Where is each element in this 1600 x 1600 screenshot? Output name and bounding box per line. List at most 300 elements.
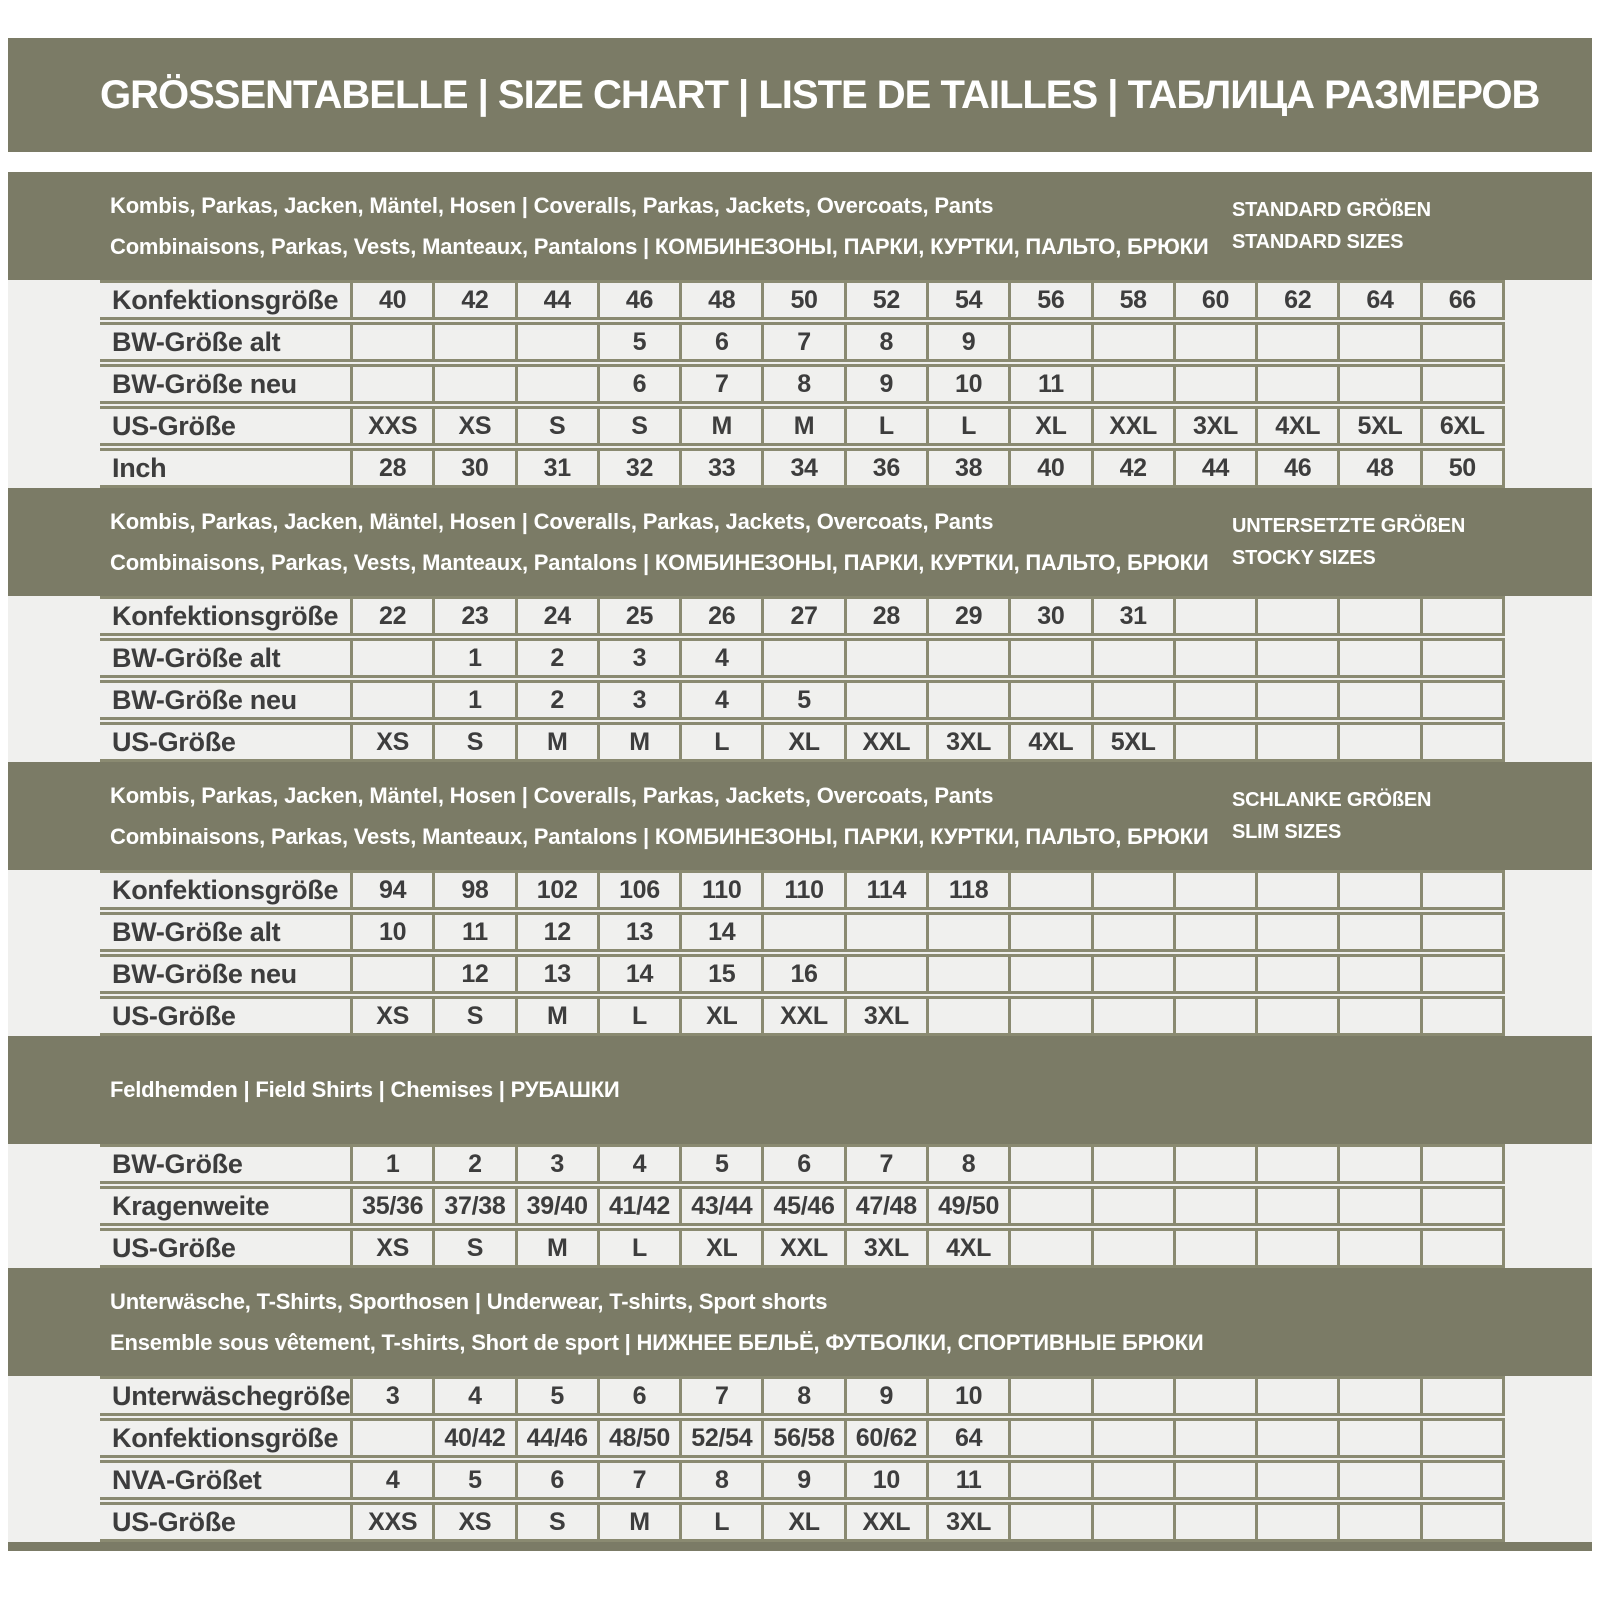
- size-value-cell: 60: [1173, 280, 1255, 320]
- size-value-cell: 30: [1008, 596, 1090, 636]
- size-value-cell: 24: [515, 596, 597, 636]
- size-value-cell: [761, 912, 843, 952]
- size-value-cell: 3: [350, 1376, 432, 1416]
- size-value-cell: XXL: [844, 722, 926, 762]
- section-stocky-sizes: [8, 488, 1592, 762]
- table-row: [100, 954, 1505, 994]
- size-value-cell: 98: [432, 870, 514, 910]
- section-field-shirts: [8, 1036, 1592, 1268]
- size-value-cell: S: [432, 1228, 514, 1268]
- size-value-cell: 36: [844, 448, 926, 488]
- size-value-cell: [1420, 1186, 1505, 1226]
- size-value-cell: [1255, 322, 1337, 362]
- size-value-cell: 13: [515, 954, 597, 994]
- size-value-cell: 31: [515, 448, 597, 488]
- row-label: US-Größe: [100, 996, 350, 1036]
- size-value-cell: 7: [844, 1144, 926, 1184]
- size-value-cell: 27: [761, 596, 843, 636]
- size-value-cell: [1420, 1144, 1505, 1184]
- size-value-cell: 8: [844, 322, 926, 362]
- table-row: [100, 870, 1505, 910]
- size-value-cell: 48: [1337, 448, 1419, 488]
- size-value-cell: 9: [761, 1460, 843, 1500]
- size-value-cell: M: [761, 406, 843, 446]
- size-value-cell: [1008, 1418, 1090, 1458]
- row-label: Inch: [100, 448, 350, 488]
- size-value-cell: L: [597, 996, 679, 1036]
- size-value-cell: 46: [597, 280, 679, 320]
- size-value-cell: XL: [761, 722, 843, 762]
- size-value-cell: [1091, 322, 1173, 362]
- size-value-cell: [1255, 912, 1337, 952]
- side-line-2: STOCKY SIZES: [1232, 546, 1376, 569]
- size-value-cell: 4XL: [1008, 722, 1090, 762]
- row-label: BW-Größe: [100, 1144, 350, 1184]
- size-value-cell: 1: [432, 638, 514, 678]
- size-value-cell: [1008, 1144, 1090, 1184]
- header-line-1: Kombis, Parkas, Jacken, Mäntel, Hosen | Coveralls, Parkas, Jackets, Overcoats, Pants: [110, 192, 994, 218]
- size-value-cell: [844, 638, 926, 678]
- size-value-cell: 4: [679, 680, 761, 720]
- size-value-cell: S: [515, 1502, 597, 1542]
- row-label: BW-Größe alt: [100, 912, 350, 952]
- size-value-cell: [926, 954, 1008, 994]
- size-value-cell: 7: [597, 1460, 679, 1500]
- size-value-cell: [350, 638, 432, 678]
- size-value-cell: S: [515, 406, 597, 446]
- size-value-cell: S: [597, 406, 679, 446]
- row-label: BW-Größe neu: [100, 364, 350, 404]
- size-value-cell: [350, 954, 432, 994]
- size-value-cell: 6: [679, 322, 761, 362]
- section-header-standard: [8, 172, 1592, 280]
- size-value-cell: 48/50: [597, 1418, 679, 1458]
- size-grid: [100, 870, 1505, 1036]
- size-value-cell: 62: [1255, 280, 1337, 320]
- size-value-cell: [1008, 1228, 1090, 1268]
- size-value-cell: [1255, 364, 1337, 404]
- size-value-cell: [1255, 1144, 1337, 1184]
- size-value-cell: 5: [597, 322, 679, 362]
- size-value-cell: 4: [350, 1460, 432, 1500]
- size-value-cell: [926, 912, 1008, 952]
- size-value-cell: 8: [926, 1144, 1008, 1184]
- size-value-cell: [1337, 638, 1419, 678]
- section-slim-sizes: [8, 762, 1592, 1036]
- size-value-cell: XS: [350, 1228, 432, 1268]
- size-value-cell: 5XL: [1091, 722, 1173, 762]
- size-value-cell: [1091, 996, 1173, 1036]
- size-value-cell: 1: [432, 680, 514, 720]
- size-value-cell: [1255, 1376, 1337, 1416]
- size-value-cell: [432, 364, 514, 404]
- size-value-cell: [1337, 1502, 1419, 1542]
- section-header-field-shirts: [8, 1036, 1592, 1144]
- bottom-divider-bar: [8, 1542, 1592, 1551]
- size-value-cell: 10: [926, 364, 1008, 404]
- size-value-cell: 6: [515, 1460, 597, 1500]
- size-value-cell: 11: [1008, 364, 1090, 404]
- size-value-cell: [1337, 1418, 1419, 1458]
- table-row: [100, 596, 1505, 636]
- size-value-cell: 114: [844, 870, 926, 910]
- size-value-cell: 52: [844, 280, 926, 320]
- size-value-cell: [432, 322, 514, 362]
- side-line-1: UNTERSETZTE GRÖßEN: [1232, 514, 1466, 537]
- size-value-cell: [1173, 1376, 1255, 1416]
- size-value-cell: [1091, 1418, 1173, 1458]
- size-grid: [100, 596, 1505, 762]
- size-value-cell: 16: [761, 954, 843, 994]
- size-value-cell: XL: [679, 996, 761, 1036]
- size-value-cell: XXL: [761, 1228, 843, 1268]
- size-value-cell: [1173, 1186, 1255, 1226]
- header-line-2: Ensemble sous vêtement, T-shirts, Short de sport | НИЖНЕЕ БЕЛЬЁ, ФУТБОЛКИ, СПОРТИВНЫЕ БРЮКИ: [110, 1329, 1204, 1355]
- page-title-text: GRÖSSENTABELLE | SIZE CHART | LISTE DE TAILLES | ТАБЛИЦА РАЗМЕРОВ: [100, 72, 1540, 117]
- size-value-cell: 5: [761, 680, 843, 720]
- size-value-cell: 54: [926, 280, 1008, 320]
- size-value-cell: 3XL: [926, 722, 1008, 762]
- size-value-cell: [1420, 912, 1505, 952]
- size-grid: [100, 280, 1505, 488]
- size-value-cell: [1091, 912, 1173, 952]
- size-value-cell: [1008, 912, 1090, 952]
- size-value-cell: 106: [597, 870, 679, 910]
- size-value-cell: [844, 954, 926, 994]
- size-value-cell: 41/42: [597, 1186, 679, 1226]
- size-value-cell: 31: [1091, 596, 1173, 636]
- size-value-cell: [515, 364, 597, 404]
- size-table-slim: [8, 870, 1592, 1036]
- row-label: Konfektionsgröße: [100, 280, 350, 320]
- size-value-cell: 110: [679, 870, 761, 910]
- table-row: [100, 1502, 1505, 1542]
- size-value-cell: 43/44: [679, 1186, 761, 1226]
- size-value-cell: [1420, 722, 1505, 762]
- size-value-cell: 3XL: [844, 996, 926, 1036]
- size-value-cell: 6XL: [1420, 406, 1505, 446]
- size-value-cell: 48: [679, 280, 761, 320]
- size-value-cell: 11: [926, 1460, 1008, 1500]
- size-value-cell: [1337, 680, 1419, 720]
- size-value-cell: XS: [350, 996, 432, 1036]
- table-row: [100, 638, 1505, 678]
- table-row: [100, 912, 1505, 952]
- row-label: Kragenweite: [100, 1186, 350, 1226]
- size-value-cell: 118: [926, 870, 1008, 910]
- size-value-cell: L: [597, 1228, 679, 1268]
- size-value-cell: 64: [1337, 280, 1419, 320]
- table-row: [100, 1418, 1505, 1458]
- size-value-cell: 4XL: [926, 1228, 1008, 1268]
- size-value-cell: 33: [679, 448, 761, 488]
- size-value-cell: [1173, 1502, 1255, 1542]
- size-value-cell: [1420, 1376, 1505, 1416]
- size-grid: [100, 1376, 1505, 1542]
- row-label: BW-Größe neu: [100, 954, 350, 994]
- size-value-cell: 30: [432, 448, 514, 488]
- row-label: NVA-Größet: [100, 1460, 350, 1500]
- size-value-cell: [1173, 1228, 1255, 1268]
- size-value-cell: 10: [844, 1460, 926, 1500]
- size-value-cell: [1255, 1460, 1337, 1500]
- size-value-cell: 7: [761, 322, 843, 362]
- size-value-cell: [1091, 638, 1173, 678]
- size-value-cell: 22: [350, 596, 432, 636]
- size-table-stocky: [8, 596, 1592, 762]
- size-value-cell: L: [926, 406, 1008, 446]
- size-value-cell: 44/46: [515, 1418, 597, 1458]
- size-value-cell: 6: [597, 1376, 679, 1416]
- size-value-cell: M: [515, 996, 597, 1036]
- size-value-cell: 64: [926, 1418, 1008, 1458]
- size-value-cell: 5XL: [1337, 406, 1419, 446]
- size-value-cell: [1255, 1186, 1337, 1226]
- row-label: Konfektionsgröße: [100, 1418, 350, 1458]
- size-value-cell: [1091, 1186, 1173, 1226]
- size-value-cell: [1173, 1144, 1255, 1184]
- size-value-cell: [1255, 596, 1337, 636]
- size-value-cell: 10: [926, 1376, 1008, 1416]
- size-value-cell: 66: [1420, 280, 1505, 320]
- table-row: [100, 1186, 1505, 1226]
- size-value-cell: 23: [432, 596, 514, 636]
- side-label-stocky: [1232, 488, 1465, 596]
- header-line-1: Feldhemden | Field Shirts | Chemises | РУБАШКИ: [110, 1077, 620, 1102]
- size-value-cell: [1337, 1186, 1419, 1226]
- size-value-cell: [1337, 1144, 1419, 1184]
- size-grid: [100, 1144, 1505, 1268]
- size-value-cell: [1337, 322, 1419, 362]
- row-label: US-Größe: [100, 406, 350, 446]
- size-value-cell: [1173, 954, 1255, 994]
- size-value-cell: 2: [515, 680, 597, 720]
- size-value-cell: M: [597, 722, 679, 762]
- size-value-cell: [1337, 596, 1419, 636]
- size-value-cell: [1008, 954, 1090, 994]
- table-row: [100, 364, 1505, 404]
- size-value-cell: XXL: [1091, 406, 1173, 446]
- size-value-cell: 4XL: [1255, 406, 1337, 446]
- row-label: US-Größe: [100, 722, 350, 762]
- size-value-cell: [1008, 870, 1090, 910]
- size-value-cell: [1008, 1460, 1090, 1500]
- size-value-cell: L: [844, 406, 926, 446]
- size-value-cell: [1255, 996, 1337, 1036]
- size-value-cell: 14: [597, 954, 679, 994]
- size-value-cell: S: [432, 722, 514, 762]
- size-value-cell: [1091, 1502, 1173, 1542]
- size-value-cell: [1091, 870, 1173, 910]
- size-value-cell: [1008, 1376, 1090, 1416]
- row-label: US-Größe: [100, 1228, 350, 1268]
- size-value-cell: 28: [350, 448, 432, 488]
- size-value-cell: [1255, 954, 1337, 994]
- size-value-cell: 3XL: [926, 1502, 1008, 1542]
- size-value-cell: 37/38: [432, 1186, 514, 1226]
- size-value-cell: [1008, 680, 1090, 720]
- size-value-cell: [1420, 1502, 1505, 1542]
- size-value-cell: L: [679, 1502, 761, 1542]
- size-value-cell: 42: [1091, 448, 1173, 488]
- size-value-cell: [1337, 1376, 1419, 1416]
- size-value-cell: 50: [1420, 448, 1505, 488]
- table-row: [100, 406, 1505, 446]
- table-row: [100, 722, 1505, 762]
- table-row: [100, 322, 1505, 362]
- size-value-cell: 6: [761, 1144, 843, 1184]
- size-value-cell: 4: [679, 638, 761, 678]
- size-value-cell: [515, 322, 597, 362]
- size-value-cell: [1091, 364, 1173, 404]
- size-value-cell: 4: [432, 1376, 514, 1416]
- size-value-cell: 32: [597, 448, 679, 488]
- size-value-cell: 34: [761, 448, 843, 488]
- size-value-cell: 2: [515, 638, 597, 678]
- size-value-cell: XXS: [350, 1502, 432, 1542]
- size-value-cell: 94: [350, 870, 432, 910]
- size-value-cell: XS: [350, 722, 432, 762]
- side-label-standard: [1232, 172, 1431, 280]
- size-value-cell: 3: [597, 680, 679, 720]
- size-value-cell: 39/40: [515, 1186, 597, 1226]
- size-value-cell: [926, 638, 1008, 678]
- size-value-cell: [1337, 912, 1419, 952]
- size-value-cell: [1255, 1228, 1337, 1268]
- size-value-cell: [844, 680, 926, 720]
- size-value-cell: 8: [761, 1376, 843, 1416]
- size-value-cell: 56: [1008, 280, 1090, 320]
- section-header-slim: [8, 762, 1592, 870]
- size-value-cell: 44: [1173, 448, 1255, 488]
- size-value-cell: [1420, 638, 1505, 678]
- size-value-cell: [1255, 870, 1337, 910]
- header-line-1: Unterwäsche, T-Shirts, Sporthosen | Underwear, T-shirts, Sport shorts: [110, 1288, 828, 1314]
- size-value-cell: [1255, 638, 1337, 678]
- size-value-cell: 110: [761, 870, 843, 910]
- size-value-cell: 1: [350, 1144, 432, 1184]
- size-value-cell: 12: [515, 912, 597, 952]
- size-value-cell: XS: [432, 406, 514, 446]
- size-value-cell: XL: [1008, 406, 1090, 446]
- size-value-cell: M: [597, 1502, 679, 1542]
- header-line-2: Combinaisons, Parkas, Vests, Manteaux, Pantalons | КОМБИНЕЗОНЫ, ПАРКИ, КУРТКИ, ПАЛЬТО, БРЮКИ: [110, 233, 1209, 259]
- size-value-cell: [1173, 1418, 1255, 1458]
- size-value-cell: XS: [432, 1502, 514, 1542]
- row-label: Konfektionsgröße: [100, 596, 350, 636]
- size-value-cell: [1008, 1502, 1090, 1542]
- size-value-cell: [926, 680, 1008, 720]
- size-value-cell: [1091, 680, 1173, 720]
- size-value-cell: 58: [1091, 280, 1173, 320]
- size-value-cell: [1091, 1460, 1173, 1500]
- size-value-cell: [1173, 596, 1255, 636]
- size-value-cell: 5: [515, 1376, 597, 1416]
- size-value-cell: 3: [597, 638, 679, 678]
- size-value-cell: [1255, 680, 1337, 720]
- size-value-cell: 46: [1255, 448, 1337, 488]
- size-value-cell: [1420, 954, 1505, 994]
- size-value-cell: [1420, 680, 1505, 720]
- size-value-cell: [1173, 680, 1255, 720]
- size-value-cell: 9: [844, 1376, 926, 1416]
- size-value-cell: [1173, 996, 1255, 1036]
- size-value-cell: [350, 1418, 432, 1458]
- header-line-1: Kombis, Parkas, Jacken, Mäntel, Hosen | Coveralls, Parkas, Jackets, Overcoats, Pants: [110, 782, 994, 808]
- table-row: [100, 680, 1505, 720]
- size-value-cell: 50: [761, 280, 843, 320]
- size-value-cell: 44: [515, 280, 597, 320]
- size-value-cell: 40: [350, 280, 432, 320]
- size-value-cell: 12: [432, 954, 514, 994]
- size-value-cell: 3XL: [1173, 406, 1255, 446]
- size-value-cell: [1173, 722, 1255, 762]
- size-value-cell: XXS: [350, 406, 432, 446]
- size-value-cell: 8: [761, 364, 843, 404]
- size-value-cell: [1337, 722, 1419, 762]
- table-row: [100, 448, 1505, 488]
- size-table-field-shirts: [8, 1144, 1592, 1268]
- size-value-cell: 11: [432, 912, 514, 952]
- side-line-2: STANDARD SIZES: [1232, 230, 1404, 253]
- size-value-cell: [1173, 364, 1255, 404]
- size-value-cell: M: [515, 1228, 597, 1268]
- table-row: [100, 1228, 1505, 1268]
- size-value-cell: 7: [679, 1376, 761, 1416]
- size-value-cell: M: [515, 722, 597, 762]
- section-underwear: [8, 1268, 1592, 1542]
- size-value-cell: [1091, 1376, 1173, 1416]
- row-label: US-Größe: [100, 1502, 350, 1542]
- size-value-cell: [1008, 638, 1090, 678]
- table-row: [100, 1376, 1505, 1416]
- size-value-cell: 56/58: [761, 1418, 843, 1458]
- size-value-cell: [1420, 996, 1505, 1036]
- size-value-cell: M: [679, 406, 761, 446]
- size-value-cell: [1255, 1502, 1337, 1542]
- size-value-cell: [1337, 1460, 1419, 1500]
- section-header-underwear: [8, 1268, 1592, 1376]
- side-line-1: STANDARD GRÖßEN: [1232, 198, 1431, 221]
- size-value-cell: 42: [432, 280, 514, 320]
- size-value-cell: 14: [679, 912, 761, 952]
- size-value-cell: [1337, 870, 1419, 910]
- size-value-cell: 40/42: [432, 1418, 514, 1458]
- header-line-2: Combinaisons, Parkas, Vests, Manteaux, Pantalons | КОМБИНЕЗОНЫ, ПАРКИ, КУРТКИ, ПАЛЬТО, БРЮКИ: [110, 549, 1209, 575]
- size-value-cell: [1255, 722, 1337, 762]
- section-header-stocky: [8, 488, 1592, 596]
- size-value-cell: 49/50: [926, 1186, 1008, 1226]
- size-value-cell: [1420, 1418, 1505, 1458]
- section-standard-sizes: [8, 172, 1592, 488]
- size-value-cell: [1255, 1418, 1337, 1458]
- row-label: Unterwäschegröße: [100, 1376, 350, 1416]
- table-row: [100, 280, 1505, 320]
- header-line-2: Combinaisons, Parkas, Vests, Manteaux, Pantalons | КОМБИНЕЗОНЫ, ПАРКИ, КУРТКИ, ПАЛЬТО, БРЮКИ: [110, 823, 1209, 849]
- size-value-cell: 38: [926, 448, 1008, 488]
- size-value-cell: 10: [350, 912, 432, 952]
- size-value-cell: [1420, 596, 1505, 636]
- size-value-cell: [1173, 322, 1255, 362]
- size-value-cell: 2: [432, 1144, 514, 1184]
- size-value-cell: [350, 680, 432, 720]
- size-value-cell: [350, 364, 432, 404]
- size-value-cell: [1420, 1460, 1505, 1500]
- size-value-cell: [1008, 996, 1090, 1036]
- size-value-cell: [350, 322, 432, 362]
- size-value-cell: [1337, 364, 1419, 404]
- size-value-cell: [1091, 1144, 1173, 1184]
